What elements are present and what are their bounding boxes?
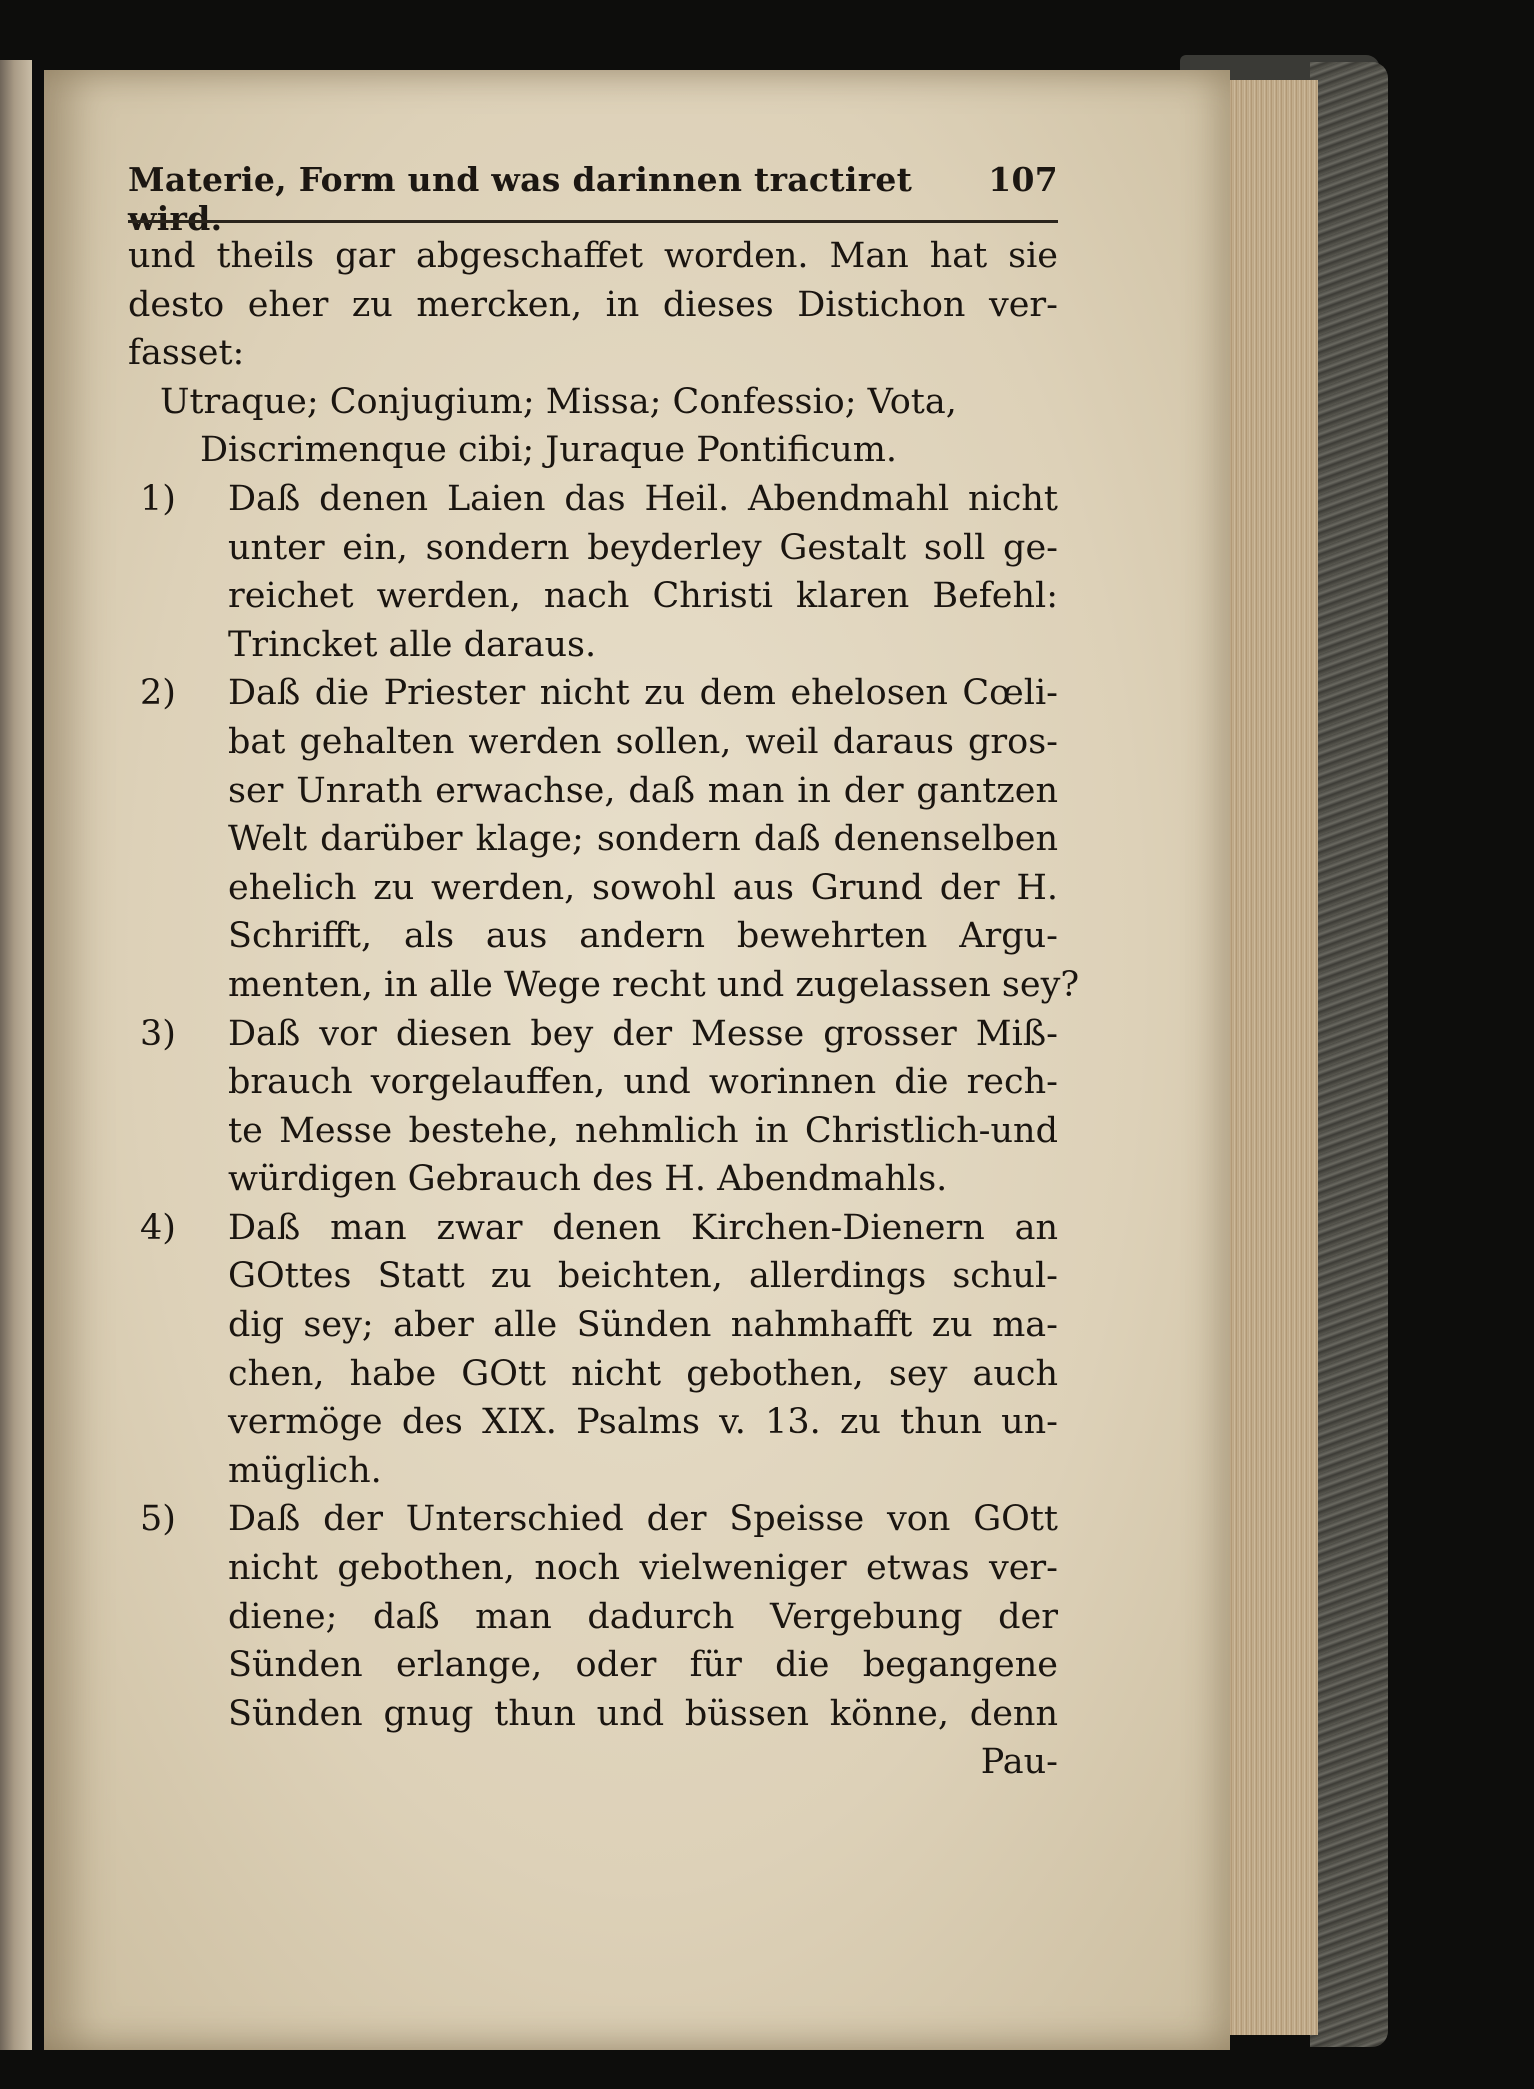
list-item [128, 1204, 1058, 1496]
item-number: 2) [140, 673, 176, 714]
list-item [128, 1010, 1058, 1204]
text-line: fasset: [128, 333, 245, 374]
text-line: nicht gebothen, noch vielweniger etwas ver- [228, 1548, 1058, 1589]
running-title: Materie, Form und was darinnen tractiret wird. [128, 160, 913, 238]
text-line: müglich. [228, 1450, 382, 1491]
text-line: ser Unrath erwachse, daß man in der gantzen [228, 770, 1058, 811]
running-header [128, 160, 1058, 238]
text-line: 4) Daß man zwar denen Kirchen-Dienern an [128, 1204, 1058, 1253]
text-line: brauch vorgelauffen, und worinnen die rech- [228, 1062, 1058, 1103]
text-line: diene; daß man dadurch Vergebung der [228, 1596, 1058, 1637]
facing-page-edge [0, 60, 32, 2050]
distich-line: Utraque; Conjugium; Missa; Confessio; Vota, [160, 381, 957, 422]
page-number: 107 [988, 160, 1058, 199]
catchword: Pau- [980, 1742, 1058, 1783]
text-line: desto eher zu mercken, in dieses Distichon ver- [128, 284, 1058, 325]
text-line: vermöge des XIX. Psalms v. 13. zu thun un- [228, 1402, 1058, 1443]
text-line: ehelich zu werden, sowohl aus Grund der H. [228, 867, 1058, 908]
text-line: reichet werden, nach Christi klaren Befehl: [228, 576, 1058, 617]
text-line: GOttes Statt zu beichten, allerdings schul- [228, 1256, 1058, 1297]
text-line: te Messe bestehe, nehmlich in Christlich-und [228, 1110, 1058, 1151]
list-item [128, 475, 1058, 669]
text-line: und theils gar abgeschaffet worden. Man hat sie [128, 236, 1058, 276]
item-number: 3) [140, 1013, 176, 1054]
text-line: 3) Daß vor diesen bey der Messe grosser Miß- [128, 1010, 1058, 1059]
text-line: 1) Daß denen Laien das Heil. Abendmahl nicht [128, 475, 1058, 524]
body-text [128, 232, 1080, 1787]
text-line: würdigen Gebrauch des H. Abendmahls. [228, 1159, 948, 1200]
item-number: 5) [140, 1499, 176, 1540]
header-rule [128, 220, 1058, 223]
list-item [128, 669, 1080, 1009]
text-line: dig sey; aber alle Sünden nahmhafft zu ma- [228, 1305, 1058, 1346]
text-line: 5) Daß der Unterschied der Speisse von GOtt [128, 1495, 1058, 1544]
text-line: Sünden erlange, oder für die begangene [228, 1645, 1058, 1686]
item-number: 1) [140, 478, 176, 519]
page-block-edges [1218, 80, 1318, 2035]
list-item [128, 1495, 1058, 1738]
book-cover-edge [1310, 62, 1388, 2047]
text-line: unter ein, sondern beyderley Gestalt soll ge- [228, 527, 1058, 568]
text-line: Trincket alle daraus. [228, 624, 597, 665]
distich-line: Discrimenque cibi; Juraque Pontificum. [200, 430, 898, 471]
text-line: menten, in alle Wege recht und zugelassen sey? [228, 964, 1080, 1005]
text-line: Welt darüber klage; sondern daß denenselben [228, 819, 1058, 860]
text-line: 2) Daß die Priester nicht zu dem ehelosen Cœli- [128, 669, 1058, 718]
item-number: 4) [140, 1207, 176, 1248]
text-line: chen, habe GOtt nicht gebothen, sey auch [228, 1353, 1058, 1394]
text-line: Schrifft, als aus andern bewehrten Argu- [228, 916, 1058, 957]
text-line: Sünden gnug thun und büssen könne, denn [228, 1693, 1058, 1734]
text-line: bat gehalten werden sollen, weil daraus gros- [228, 721, 1058, 762]
